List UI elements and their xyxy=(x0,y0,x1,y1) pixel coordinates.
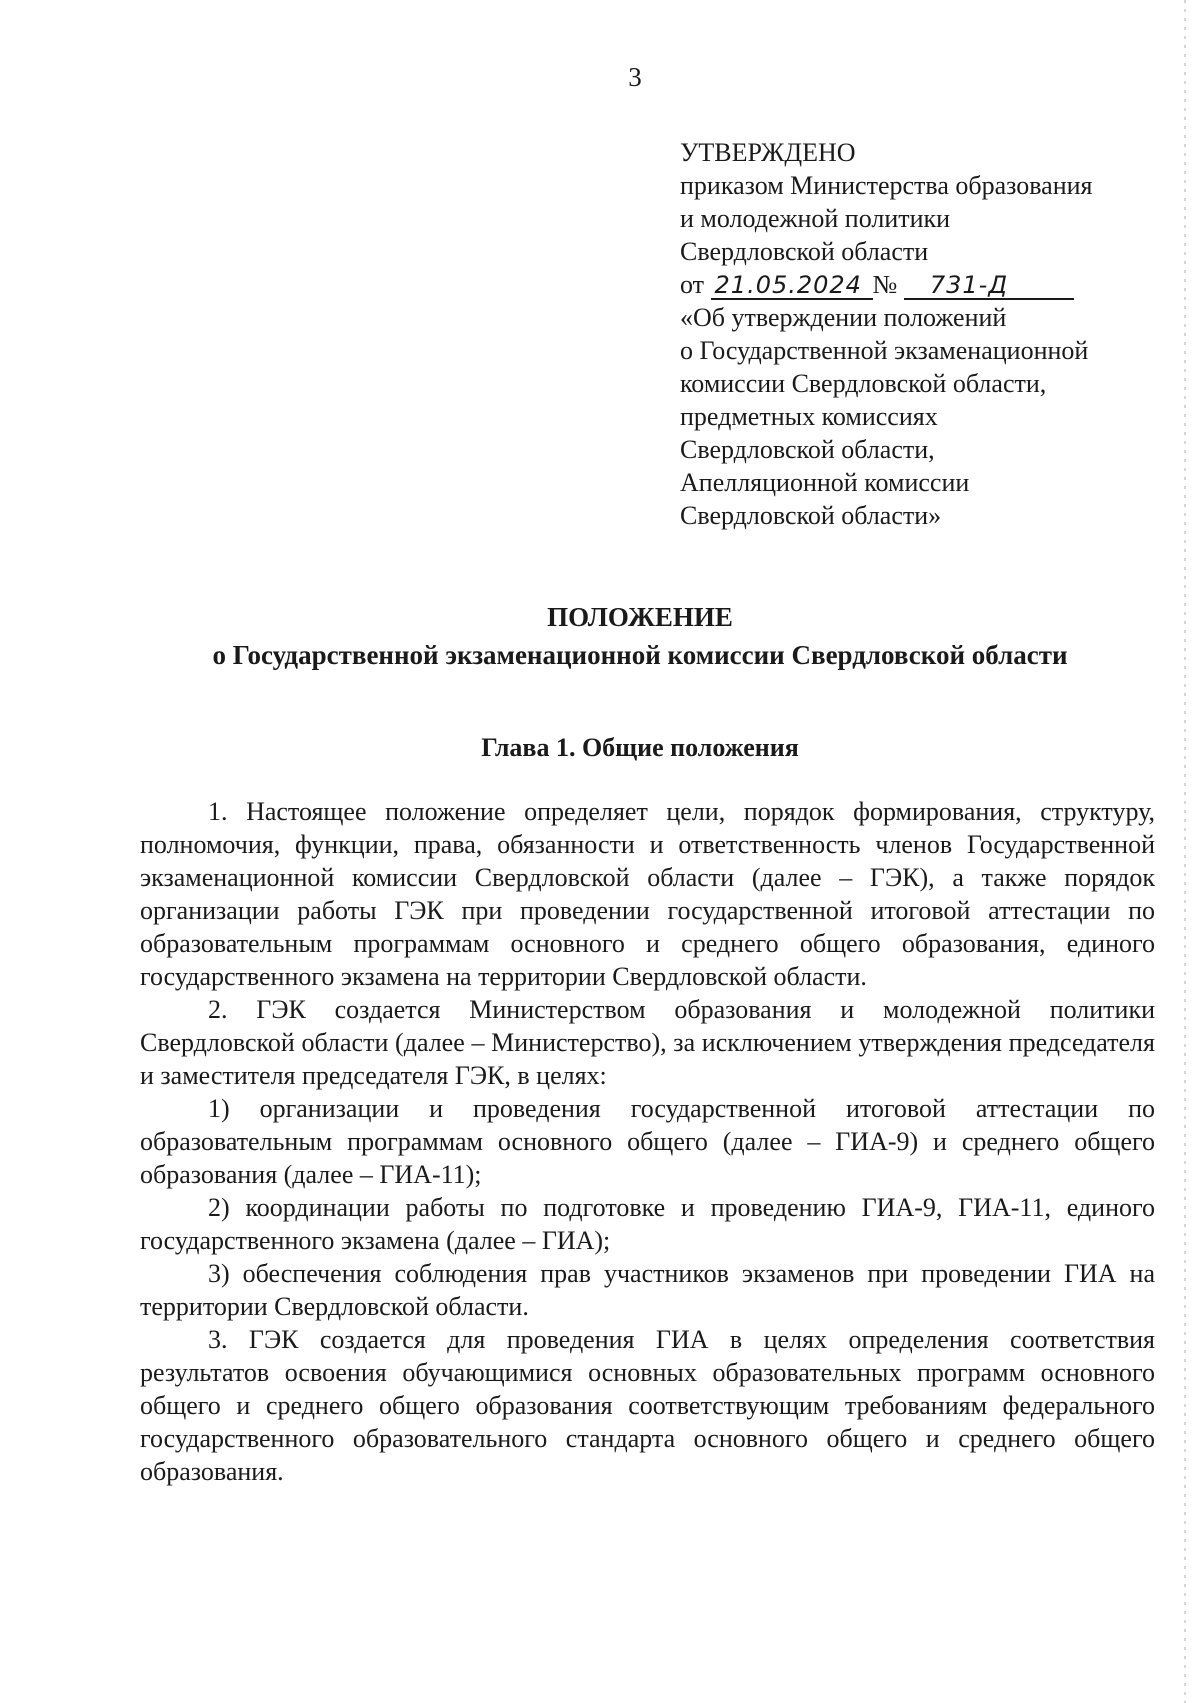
approval-date-line xyxy=(680,268,1150,301)
date-prefix: от xyxy=(680,270,705,299)
document-subheading: о Государственной экзаменационной комиссии Свердловской области xyxy=(212,640,1068,670)
approval-line: приказом Министерства образования xyxy=(680,171,1093,200)
document-title xyxy=(0,598,1200,674)
approval-line: Свердловской области xyxy=(680,237,929,266)
handwritten-date: 21.05.2024 xyxy=(711,272,873,300)
approval-title: УТВЕРЖДЕНО xyxy=(680,138,856,167)
chapter-title: Глава 1. Общие положения xyxy=(481,733,799,762)
paragraph: 1. Настоящее положение определяет цели, порядок формирования, структуру, полномочия, функции, права, обязанности и ответственность членов Государственной экзаменационной комиссии Свердловской области (далее – ГЭК), а также порядок организации работы ГЭК при проведении государственной итоговой аттестации по образовательным программам основного и среднего общего образования, единого государственного экзамена на территории Свердловской области. xyxy=(140,797,1155,991)
page-number: 3 xyxy=(628,62,642,92)
paragraph: 3. ГЭК создается для проведения ГИА в целях определения соответствия результатов освоения обучающимися основных образовательных программ основного общего и среднего общего образования соответствующим требованиям федерального государственного образовательного стандарта основного общего и среднего общего образования. xyxy=(140,1325,1155,1486)
approval-subject-line: о Государственной экзаменационной xyxy=(680,336,1089,365)
scan-edge xyxy=(1184,0,1186,1703)
document-heading: ПОЛОЖЕНИЕ xyxy=(547,602,733,632)
document-body xyxy=(140,795,1155,1488)
paragraph: 2) координации работы по подготовке и проведению ГИА-9, ГИА-11, единого государственного экзамена (далее – ГИА); xyxy=(140,1193,1155,1255)
approval-subject-line: Свердловской области» xyxy=(680,501,942,530)
approval-subject-line: комиссии Свердловской области, xyxy=(680,369,1047,398)
paragraph: 2. ГЭК создается Министерством образования и молодежной политики Свердловской области (далее – Министерство), за исключением утверждения председателя и заместителя председателя ГЭК, в целях: xyxy=(140,995,1155,1090)
approval-subject-line: Апелляционной комиссии xyxy=(680,468,970,497)
approval-subject-line: Свердловской области, xyxy=(680,435,935,464)
handwritten-number: 731-Д xyxy=(904,272,1074,300)
number-sign: № xyxy=(872,270,898,299)
paragraph: 3) обеспечения соблюдения прав участников экзаменов при проведении ГИА на территории Свердловской области. xyxy=(140,1259,1155,1321)
approval-subject-line: «Об утверждении положений xyxy=(680,303,1007,332)
approval-block xyxy=(680,136,1150,532)
approval-subject-line: предметных комиссиях xyxy=(680,402,938,431)
paragraph: 1) организации и проведения государственной итоговой аттестации по образовательным программам основного общего (далее – ГИА-9) и среднего общего образования (далее – ГИА-11); xyxy=(140,1094,1155,1189)
approval-line: и молодежной политики xyxy=(680,204,951,233)
